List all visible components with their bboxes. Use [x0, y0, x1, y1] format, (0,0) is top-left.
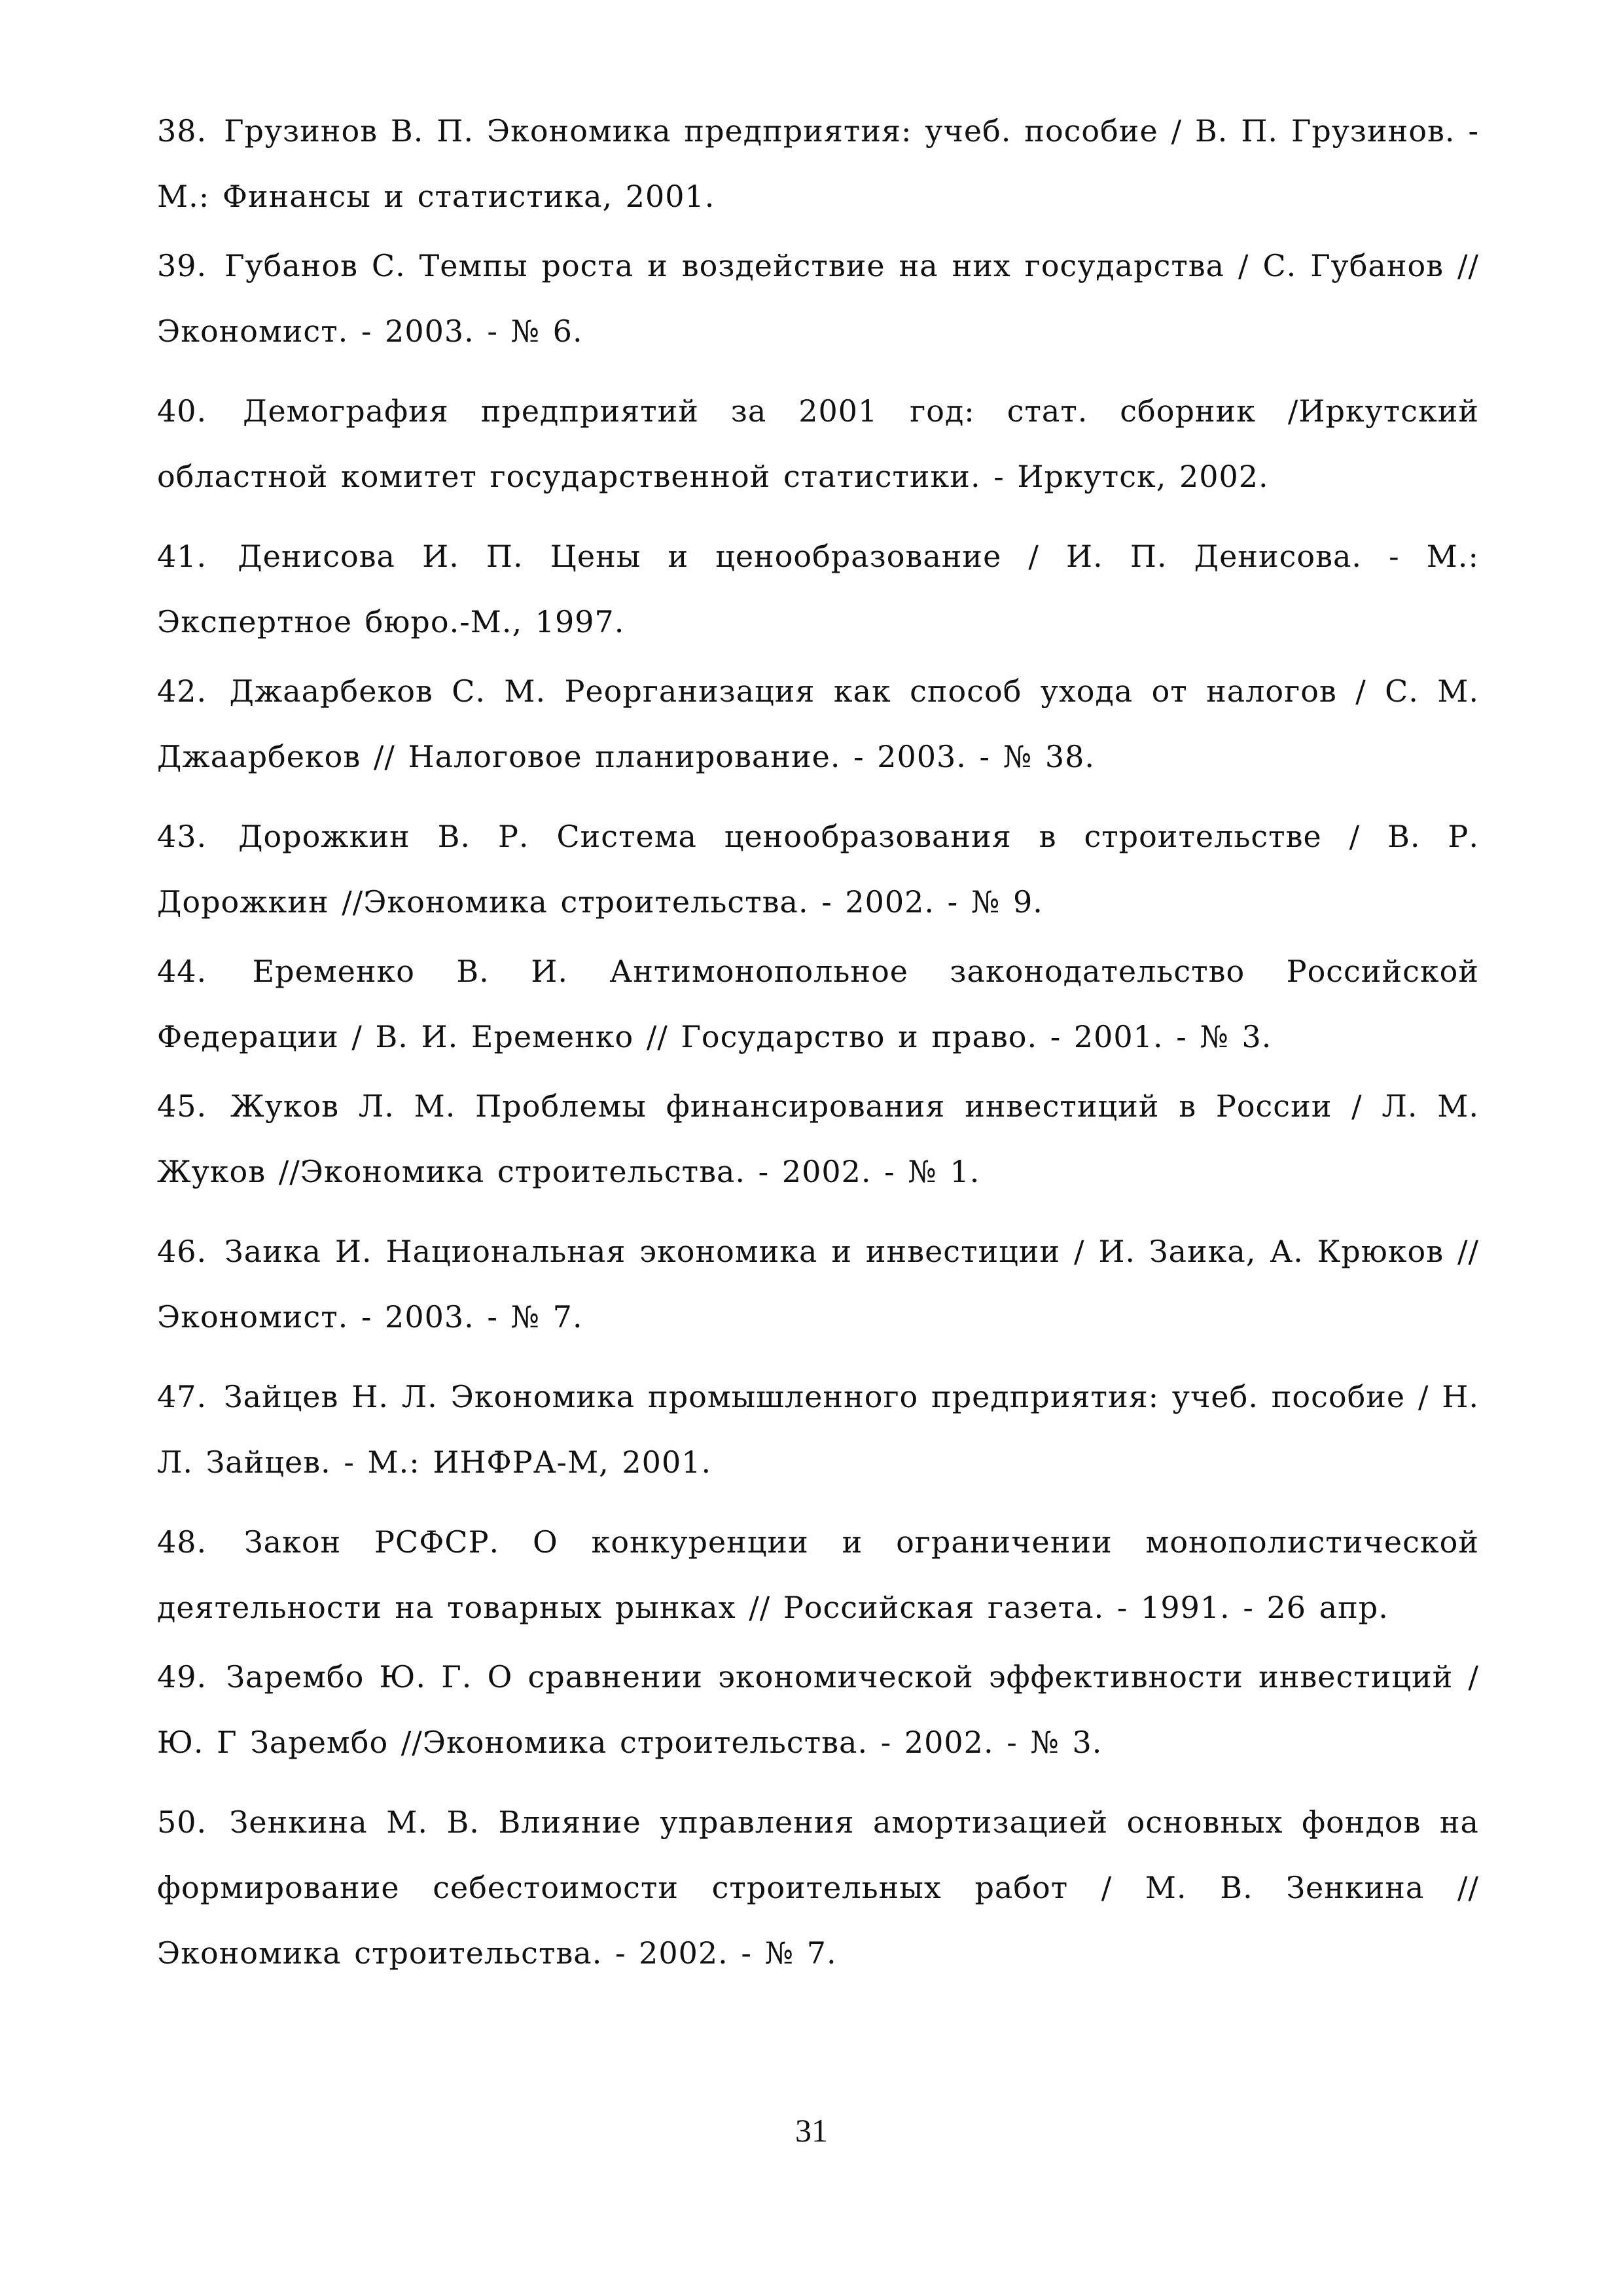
reference-item: [157, 524, 1479, 655]
page-number: 31: [795, 2112, 828, 2149]
reference-item: [157, 233, 1479, 364]
reference-item: [157, 1509, 1479, 1640]
reference-number: 41.: [157, 539, 207, 574]
reference-number: 43.: [157, 819, 207, 854]
reference-item: [157, 1219, 1479, 1350]
reference-text: Дорожкин В. Р. Система ценообразования в строительстве / В. Р. Дорожкин //Экономика строительства. - 2002. - № 9.: [157, 819, 1479, 920]
reference-number: 49.: [157, 1659, 207, 1695]
reference-text: Жуков Л. М. Проблемы финансирования инвестиций в России / Л. М. Жуков //Экономика строительства. - 2002. - № 1.: [157, 1088, 1480, 1189]
reference-number: 45.: [157, 1088, 207, 1124]
reference-text: Еременко В. И. Антимонопольное законодательство Российской Федерации / В. И. Еременко // Государство и право. - 2001. - № 3.: [157, 954, 1479, 1054]
reference-item: [157, 658, 1479, 789]
reference-text: Губанов С. Темпы роста и воздействие на них государства / С. Губанов //Экономист. - 2003. - № 6.: [157, 248, 1479, 349]
reference-text: Зенкина М. В. Влияние управления амортизацией основных фондов на формирование себестоимости строительных работ / М. В. Зенкина //Экономика строительства. - 2002. - № 7.: [157, 1804, 1479, 1971]
reference-item: [157, 804, 1479, 935]
reference-list: [157, 98, 1479, 1986]
reference-item: [157, 939, 1479, 1069]
reference-number: 44.: [157, 954, 207, 989]
reference-number: 50.: [157, 1804, 207, 1840]
reference-number: 46.: [157, 1234, 207, 1269]
reference-number: 42.: [157, 673, 207, 709]
reference-number: 38.: [157, 113, 207, 149]
reference-item: [157, 378, 1479, 509]
reference-text: Демография предприятий за 2001 год: стат. сборник /Иркутский областной комитет государственной статистики. - Иркутск, 2002.: [157, 393, 1480, 494]
reference-text: Заика И. Национальная экономика и инвестиции / И. Заика, А. Крюков //Экономист. - 2003. - № 7.: [157, 1234, 1480, 1335]
reference-text: Джаарбеков С. М. Реорганизация как способ ухода от налогов / С. М. Джаарбеков // Налоговое планирование. - 2003. - № 38.: [157, 673, 1479, 774]
reference-text: Денисова И. П. Цены и ценообразование / И. П. Денисова. - М.: Экспертное бюро.-М., 1997.: [157, 539, 1479, 639]
reference-number: 39.: [157, 248, 207, 283]
reference-text: Грузинов В. П. Экономика предприятия: учеб. пособие / В. П. Грузинов. - М.: Финансы и статистика, 2001.: [157, 113, 1479, 214]
reference-item: [157, 1644, 1479, 1775]
reference-text: Зарембо Ю. Г. О сравнении экономической эффективности инвестиций / Ю. Г Зарембо //Экономика строительства. - 2002. - № 3.: [157, 1659, 1480, 1760]
reference-number: 48.: [157, 1524, 207, 1560]
reference-number: 40.: [157, 393, 207, 429]
reference-item: [157, 98, 1479, 229]
reference-item: [157, 1789, 1479, 1986]
reference-text: Зайцев Н. Л. Экономика промышленного предприятия: учеб. пособие / Н. Л. Зайцев. - М.: ИНФРА-М, 2001.: [157, 1379, 1480, 1480]
reference-number: 47.: [157, 1379, 207, 1414]
reference-item: [157, 1364, 1479, 1495]
reference-item: [157, 1073, 1479, 1204]
reference-text: Закон РСФСР. О конкуренции и ограничении монополистической деятельности на товарных рынках // Российская газета. - 1991. - 26 апр.: [157, 1524, 1479, 1625]
